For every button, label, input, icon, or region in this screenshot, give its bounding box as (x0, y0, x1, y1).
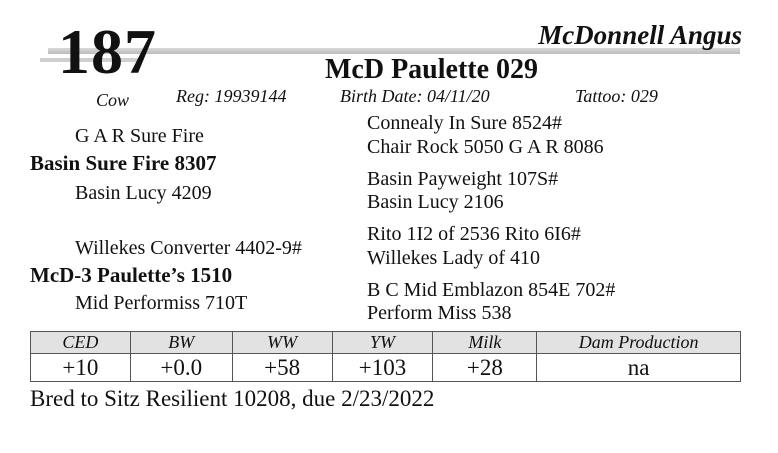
animal-sex: Cow (96, 90, 130, 110)
epd-value-ced: +10 (31, 354, 131, 382)
epd-header-bw: BW (130, 332, 232, 354)
sire: Basin Sure Fire 8307 (30, 151, 217, 175)
epd-value-row (31, 354, 741, 382)
epd-header-row (31, 332, 741, 354)
dam-sire: Willekes Converter 4402-9# (75, 237, 302, 259)
epd-header-ced: CED (31, 332, 131, 354)
registration-number: Reg: 19939144 (176, 86, 287, 106)
tattoo: Tattoo: 029 (575, 86, 658, 106)
epd-header-milk: Milk (433, 332, 537, 354)
ancestor-line: Basin Payweight 107S# (367, 168, 559, 190)
epd-header-ww: WW (232, 332, 332, 354)
dam-dam: Mid Performiss 710T (75, 292, 248, 314)
epd-value-milk: +28 (433, 354, 537, 382)
ancestor-line: B C Mid Emblazon 854E 702# (367, 279, 616, 301)
dam: McD-3 Paulette’s 1510 (30, 263, 233, 287)
epd-value-bw: +0.0 (130, 354, 232, 382)
birth-date: Birth Date: 04/11/20 (340, 86, 490, 106)
ancestor-line: Rito 1I2 of 2536 Rito 6I6# (367, 223, 581, 245)
breeding-note: Bred to Sitz Resilient 10208, due 2/23/2022 (30, 386, 435, 411)
lot-number: 187 (58, 16, 157, 87)
ancestor-line: Connealy In Sure 8524# (367, 112, 562, 134)
ancestor-line: Willekes Lady of 410 (367, 247, 541, 269)
ancestor-line: Chair Rock 5050 G A R 8086 (367, 136, 604, 158)
epd-value-dam-production: na (537, 354, 741, 382)
sire-dam: Basin Lucy 4209 (75, 182, 212, 204)
ancestor-line: Perform Miss 538 (367, 302, 512, 324)
epd-value-yw: +103 (332, 354, 433, 382)
epd-header-dam-production: Dam Production (537, 332, 741, 354)
farm-name: McDonnell Angus (538, 20, 742, 50)
ancestor-line: Basin Lucy 2106 (367, 191, 504, 213)
animal-name: McD Paulette 029 (325, 54, 539, 85)
sire-sire: G A R Sure Fire (75, 125, 204, 147)
epd-value-ww: +58 (232, 354, 332, 382)
epd-header-yw: YW (332, 332, 433, 354)
epd-table (30, 331, 741, 382)
